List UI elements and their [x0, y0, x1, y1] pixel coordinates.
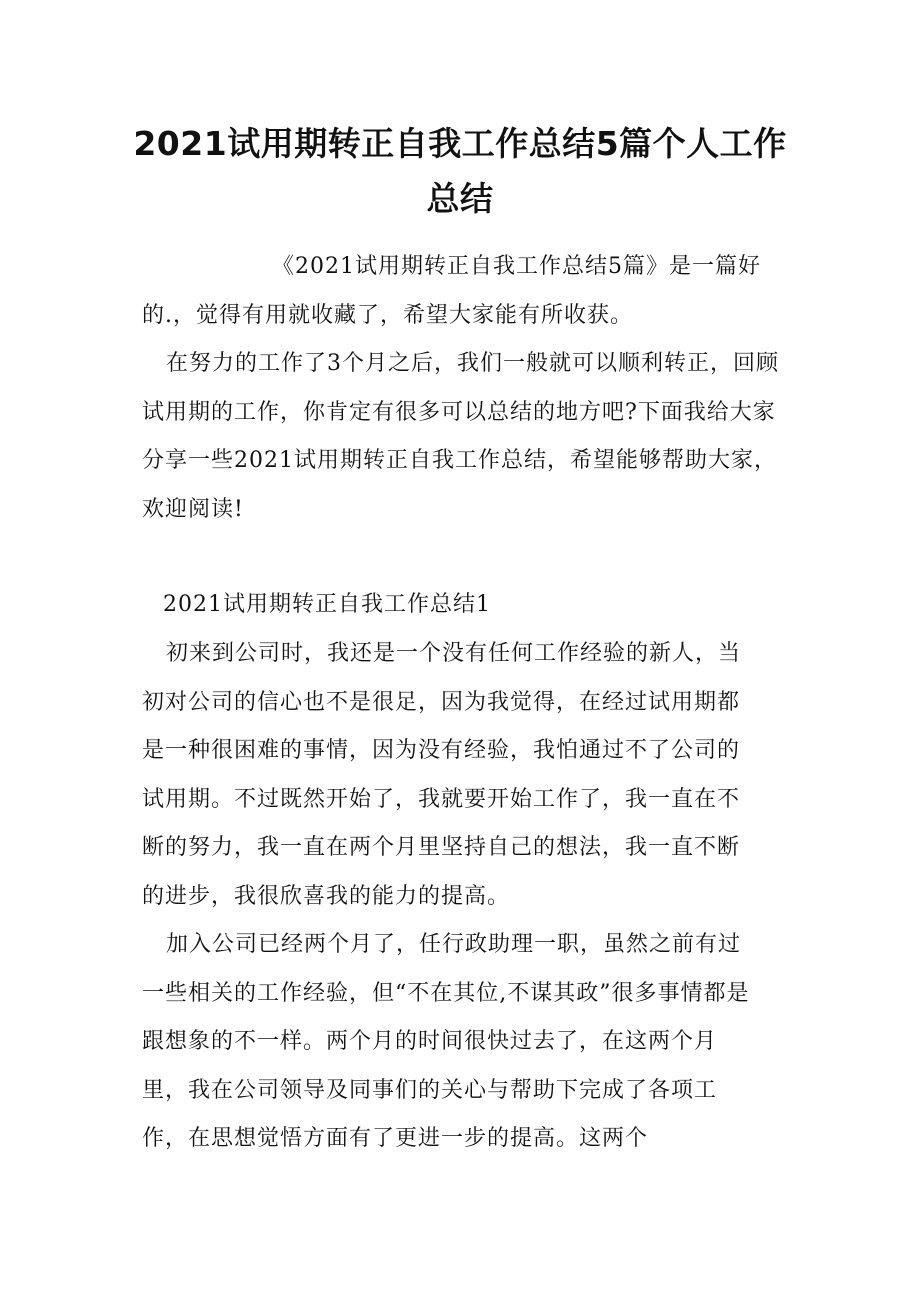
body-paragraph: 初来到公司时，我还是一个没有任何工作经验的新人，当初对公司的信心也不是很足，因为我觉得，在经过试用期都是一种很困难的事情，因为没有经验，我怕通过不了公司的试用期。不过既然开始了，我就要开始工作了，我一直在不断的努力，我一直在两个月里坚持自己的想法，我一直不断的进步，我很欣喜我的能力的提高。	[142, 641, 742, 909]
body-paragraph: 在努力的工作了3个月之后，我们一般就可以顺利转正，回顾试用期的工作，你肯定有很多可以总结的地方吧?下面我给大家分享一些2021试用期转正自我工作总结，希望能够帮助大家，欢迎阅读!	[142, 351, 779, 522]
document-title: 2021试用期转正自我工作总结5篇个人工作总结	[133, 124, 787, 218]
intro-paragraph: 《2021试用期转正自我工作总结5篇》是一篇好的.，觉得有用就收藏了，希望大家能有所收获。	[142, 254, 761, 328]
section-heading: 2021试用期转正自我工作总结1	[163, 592, 491, 617]
body-paragraph: 加入公司已经两个月了，任行政助理一职，虽然之前有过一些相关的工作经验，但“不在其位,不谋其政”很多事情都是跟想象的不一样。两个月的时间很快过去了，在这两个月里，我在公司领导及同事们的关心与帮助下完成了各项工作，在思想觉悟方面有了更进一步的提高。这两个	[142, 932, 750, 1151]
